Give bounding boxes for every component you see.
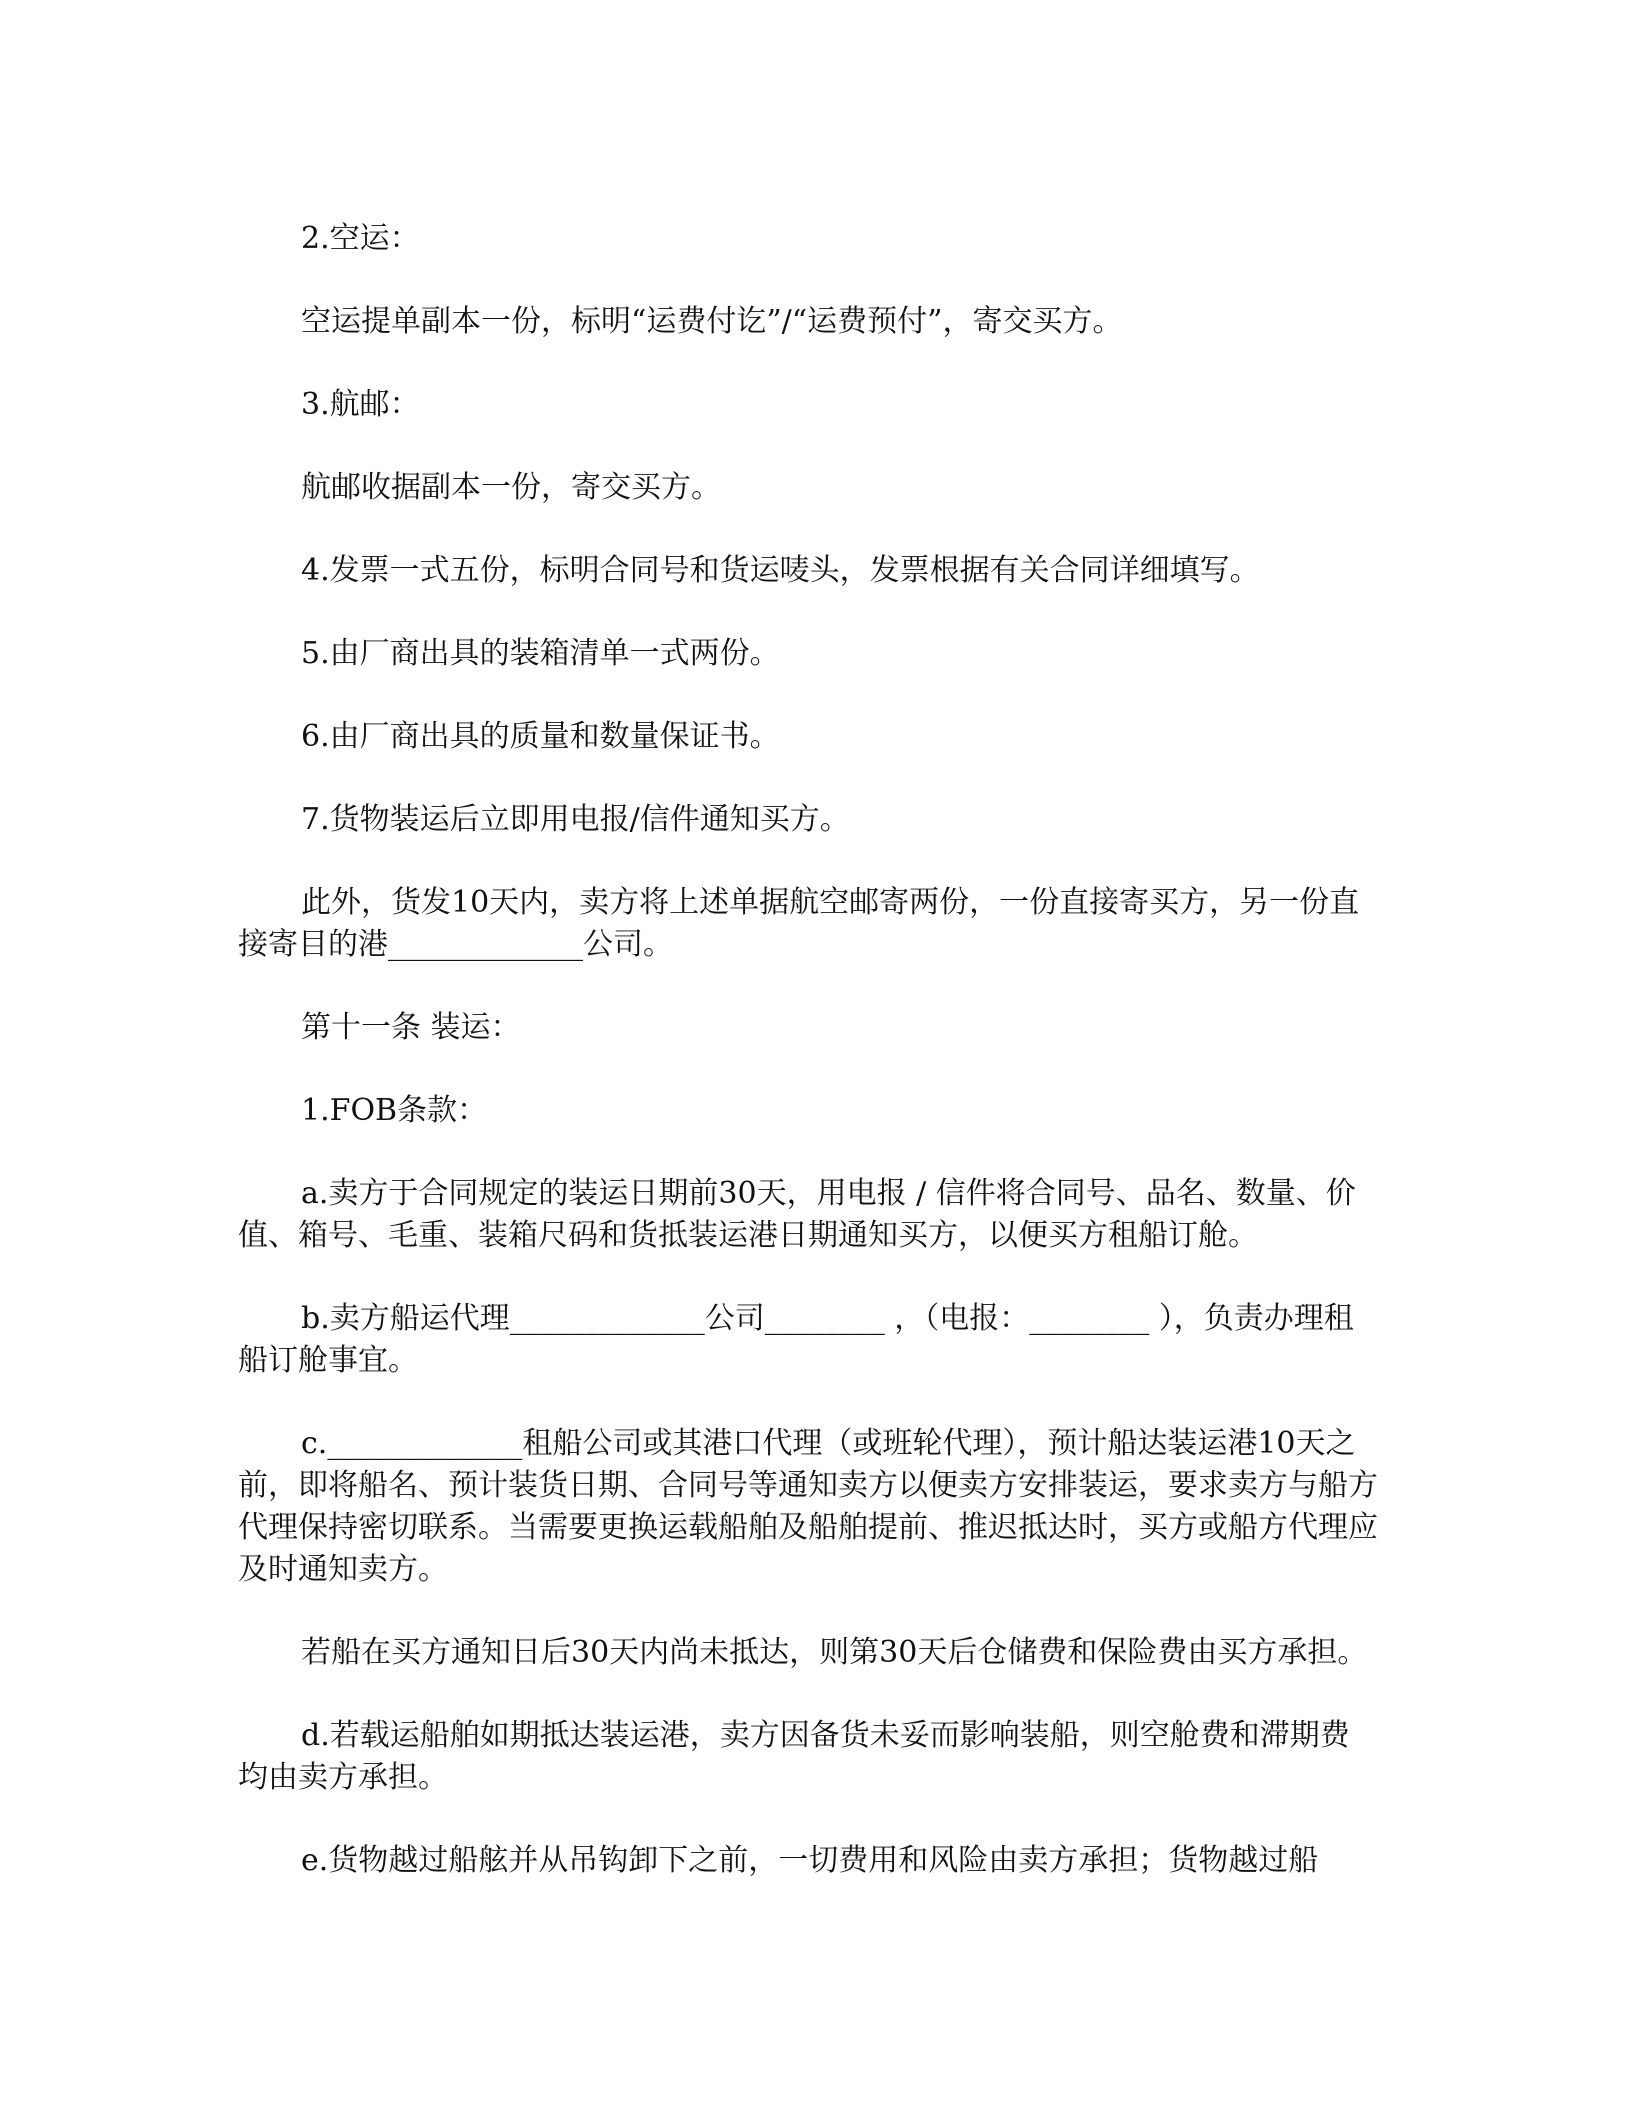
paragraph-packing-list: 5.由厂商出具的装箱清单一式两份。 (301, 636, 780, 671)
paragraph-air-transport-heading: 2.空运： (301, 221, 420, 256)
paragraph-air-mail-heading: 3.航邮： (301, 387, 420, 422)
paragraph-clause-a: a.卖方于合同规定的装运日期前30天，用电报 / 信件将合同号、品名、数量、价值、箱号、毛重、装箱尺码和货抵装运港日期通知买方，以便买方租船订舱。 (238, 1176, 1356, 1253)
article-11-heading: 第十一条 装运： (301, 1010, 521, 1045)
paragraph-clause-e: e.货物越过船舷并从吊钩卸下之前，一切费用和风险由卖方承担；货物越过船 (301, 1843, 1319, 1878)
paragraph-documents-mailing: 此外，货发10天内，卖方将上述单据航空邮寄两份，一份直接寄买方，另一份直接寄目的港_____________公司。 (238, 885, 1360, 962)
paragraph-quality-certificate: 6.由厂商出具的质量和数量保证书。 (301, 719, 780, 754)
paragraph-air-waybill: 空运提单副本一份，标明“运费付讫”/“运费预付”，寄交买方。 (301, 304, 1123, 339)
paragraph-fob-terms: 1.FOB条款： (301, 1093, 488, 1128)
paragraph-storage-insurance: 若船在买方通知日后30天内尚未抵达，则第30天后仓储费和保险费由买方承担。 (301, 1635, 1368, 1670)
paragraph-air-mail-receipt: 航邮收据副本一份，寄交买方。 (301, 470, 721, 505)
paragraph-clause-d: d.若载运船舶如期抵达装运港，卖方因备货未妥而影响装船，则空舱费和滞期费均由卖方承担。 (238, 1718, 1350, 1795)
paragraph-clause-c: c._____________租船公司或其港口代理（或班轮代理），预计船达装运港10天之前，即将船名、预计装货日期、合同号等通知卖方以便卖方安排装运，要求卖方与船方代理保持密切联系。当需要更换运载船舶及船舶提前、推迟抵达时，买方或船方代理应及时通知卖方。 (238, 1426, 1378, 1587)
paragraph-invoice: 4.发票一式五份，标明合同号和货运唛头，发票根据有关合同详细填写。 (301, 553, 1260, 588)
paragraph-clause-b: b.卖方船运代理_____________公司________ ，（电报：________ ），负责办理租船订舱事宜。 (238, 1301, 1354, 1378)
paragraph-shipping-notice: 7.货物装运后立即用电报/信件通知买方。 (301, 802, 850, 837)
document-page (238, 218, 1378, 1923)
